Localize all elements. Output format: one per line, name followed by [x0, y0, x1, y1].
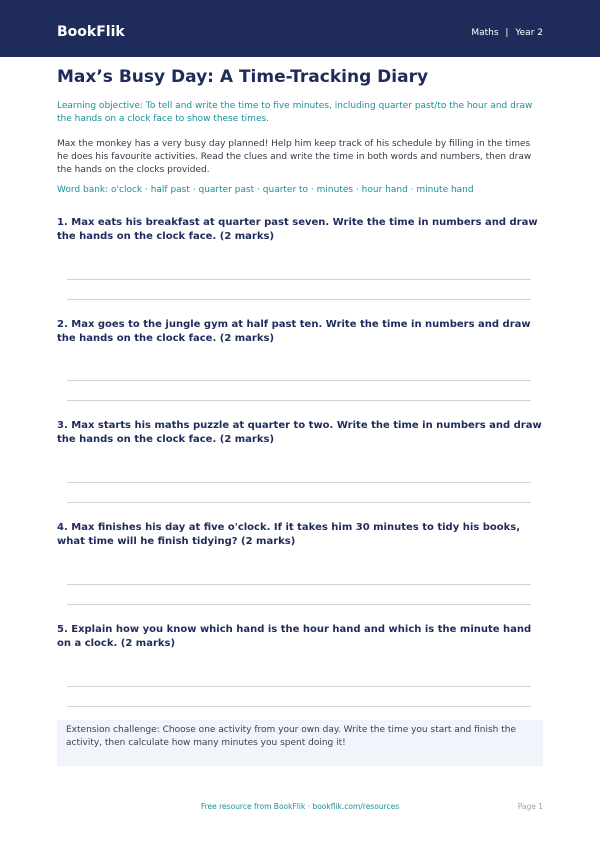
- footer-text: Free resource from BookFlik · bookflik.com/resources: [200, 802, 400, 811]
- worksheet-title: Max’s Busy Day: A Time-Tracking Diary: [57, 67, 429, 87]
- page-number: Page 1: [517, 802, 543, 811]
- answer-line-2a[interactable]: [67, 380, 531, 381]
- question-4: 4. Max finishes his day at five o'clock. If it takes him 30 minutes to tidy his books, what time will he finish tidying? (2 marks): [57, 522, 520, 547]
- year-label: Year 2: [515, 28, 543, 38]
- question-5: 5. Explain how you know which hand is the hour hand and which is the minute hand on a clock. (2 marks): [57, 624, 532, 649]
- answer-line-2b[interactable]: [67, 400, 531, 401]
- answer-line-3b[interactable]: [67, 502, 531, 503]
- intro-paragraph: Max the monkey has a very busy day planned! Help him keep track of his schedule by filling in the times he does his favourite activities. Read the clues and write the time in both words and numbers, then draw the hands on the clocks provided.: [57, 139, 532, 175]
- question-1: 1. Max eats his breakfast at quarter past seven. Write the time in numbers and draw the hands on the clock face. (2 marks): [57, 217, 538, 242]
- answer-line-1b[interactable]: [67, 299, 531, 300]
- answer-line-4b[interactable]: [67, 604, 531, 605]
- answer-line-3a[interactable]: [67, 482, 531, 483]
- answer-line-5b[interactable]: [67, 706, 531, 707]
- meta-separator: |: [505, 28, 509, 38]
- learning-objective: Learning objective: To tell and write the time to five minutes, including quarter past/to the hour and draw the hands on a clock face to show these times.: [57, 101, 533, 124]
- answer-line-4a[interactable]: [67, 584, 531, 585]
- brand-logo: BookFlik: [57, 24, 125, 40]
- word-bank: Word bank: o'clock · half past · quarter past · quarter to · minutes · hour hand · minute hand: [57, 185, 474, 195]
- question-2: 2. Max goes to the jungle gym at half past ten. Write the time in numbers and draw the hands on the clock face. (2 marks): [57, 319, 531, 344]
- answer-line-1a[interactable]: [67, 279, 531, 280]
- answer-line-5a[interactable]: [67, 686, 531, 687]
- header-meta: [471, 27, 543, 39]
- subject-label: Maths: [471, 28, 499, 38]
- question-3: 3. Max starts his maths puzzle at quarter to two. Write the time in numbers and draw the hands on the clock face. (2 marks): [57, 420, 542, 445]
- page-header: [0, 0, 600, 57]
- extension-challenge: Extension challenge: Choose one activity from your own day. Write the time you start and finish the activity, then calculate how many minutes you spent doing it!: [57, 720, 543, 766]
